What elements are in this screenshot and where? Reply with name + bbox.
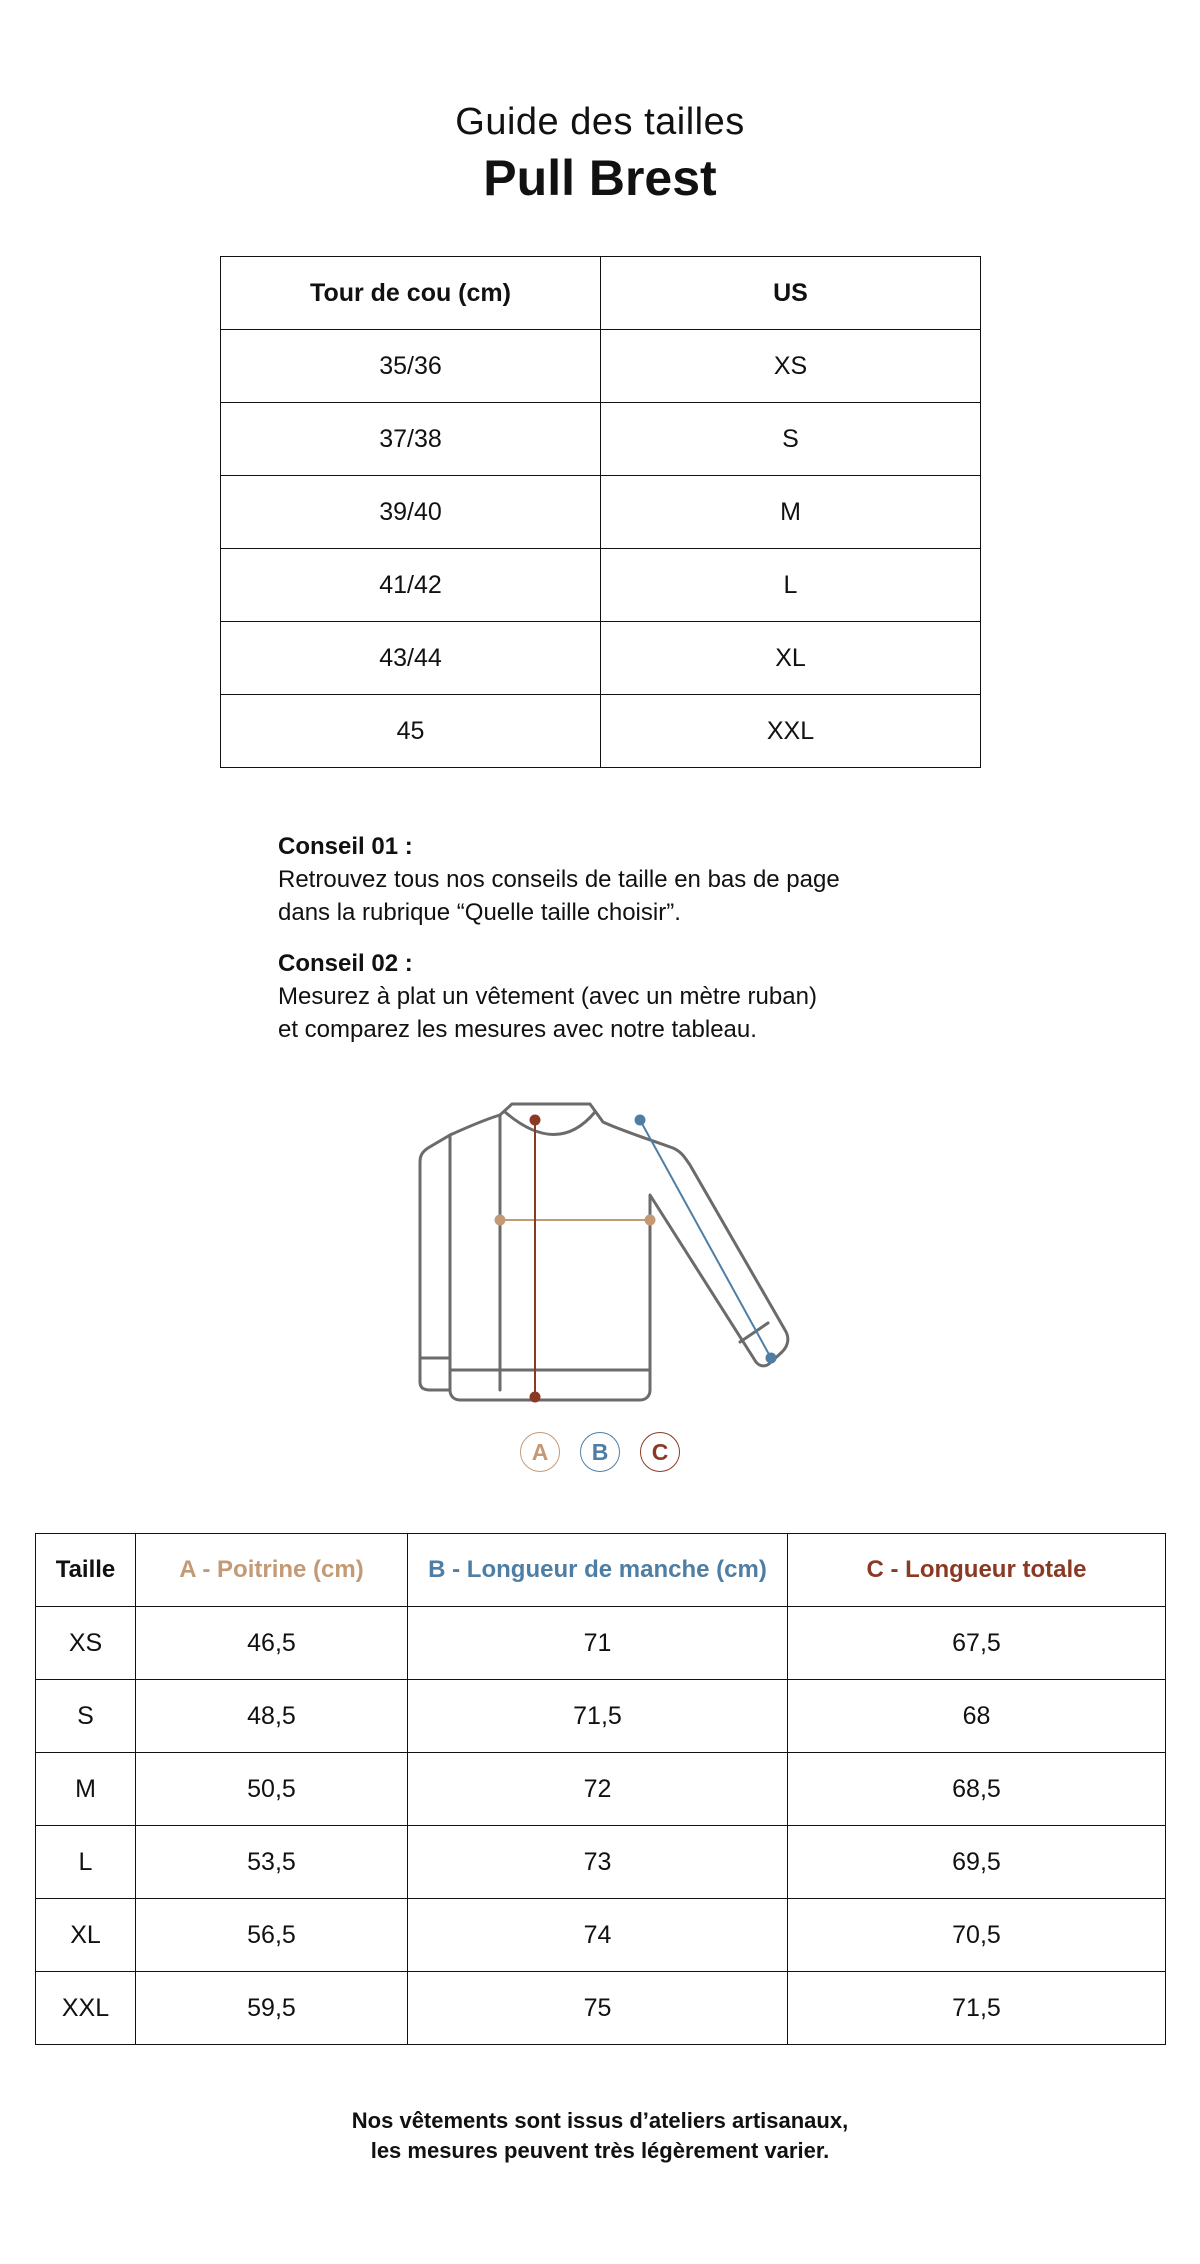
size-cell: M (36, 1753, 136, 1826)
sleeve-cell: 71 (408, 1607, 788, 1680)
advice-text-line: Retrouvez tous nos conseils de taille en bas de page (278, 866, 840, 893)
size-cell: XXL (36, 1972, 136, 2045)
chest-cell: 53,5 (136, 1826, 408, 1899)
header-neck: Tour de cou (cm) (221, 257, 601, 330)
legend-a-badge: A (520, 1432, 560, 1472)
us-cell: XL (601, 622, 981, 695)
title-guide: Guide des tailles (455, 101, 745, 143)
sleeve-cell: 73 (408, 1826, 788, 1899)
advice-text-line: et comparez les mesures avec notre tableau. (278, 1016, 757, 1043)
us-cell: XXL (601, 695, 981, 768)
table-row (36, 1753, 1166, 1826)
chest-cell: 50,5 (136, 1753, 408, 1826)
measure-line-b (640, 1120, 771, 1358)
length-cell: 68 (788, 1680, 1166, 1753)
table-row (221, 403, 981, 476)
measure-point-a (495, 1215, 506, 1226)
chest-cell: 59,5 (136, 1972, 408, 2045)
footer-line: Nos vêtements sont issus d’ateliers artisanaux, (351, 2108, 849, 2133)
measurement-legend (0, 1432, 1200, 1472)
sweater-outline (420, 1104, 788, 1400)
us-cell: L (601, 549, 981, 622)
advice-text-line: dans la rubrique “Quelle taille choisir”. (278, 899, 681, 926)
size-cell: S (36, 1680, 136, 1753)
size-cell: L (36, 1826, 136, 1899)
measure-point-c (530, 1115, 541, 1126)
neck-size-table (220, 256, 981, 768)
chest-cell: 46,5 (136, 1607, 408, 1680)
table-row (36, 1680, 1166, 1753)
sleeve-cell: 74 (408, 1899, 788, 1972)
size-cell: XL (36, 1899, 136, 1972)
measure-point-c (530, 1392, 541, 1403)
title-product: Pull Brest (483, 150, 717, 206)
neck-collar (505, 1112, 595, 1135)
size-cell: XS (36, 1607, 136, 1680)
header-chest: A - Poitrine (cm) (136, 1534, 408, 1607)
neck-cell: 45 (221, 695, 601, 768)
table-row (36, 1607, 1166, 1680)
neck-cell: 41/42 (221, 549, 601, 622)
header-size: Taille (36, 1534, 136, 1607)
sweater-diagram (400, 1090, 800, 1470)
measure-point-b (766, 1353, 777, 1364)
measure-point-a (645, 1215, 656, 1226)
header-sleeve: B - Longueur de manche (cm) (408, 1534, 788, 1607)
length-cell: 69,5 (788, 1826, 1166, 1899)
us-cell: S (601, 403, 981, 476)
footer-line: les mesures peuvent très légèrement varier. (370, 2138, 830, 2163)
neck-cell: 35/36 (221, 330, 601, 403)
legend-c-badge: C (640, 1432, 680, 1472)
footer-note (0, 2106, 1200, 2166)
length-cell: 68,5 (788, 1753, 1166, 1826)
us-cell: XS (601, 330, 981, 403)
page-title (0, 96, 1200, 208)
length-cell: 71,5 (788, 1972, 1166, 2045)
chest-cell: 56,5 (136, 1899, 408, 1972)
measurements-table (35, 1533, 1166, 2045)
sleeve-cell: 72 (408, 1753, 788, 1826)
table-header-row (221, 257, 981, 330)
table-row (36, 1972, 1166, 2045)
measure-point-b (635, 1115, 646, 1126)
advice-text-line: Mesurez à plat un vêtement (avec un mètre ruban) (278, 983, 817, 1010)
table-header-row (36, 1534, 1166, 1607)
advice-section (278, 830, 958, 1064)
advice-02 (278, 947, 958, 1046)
length-cell: 70,5 (788, 1899, 1166, 1972)
sleeve-cell: 71,5 (408, 1680, 788, 1753)
table-row (221, 330, 981, 403)
neck-cell: 39/40 (221, 476, 601, 549)
table-row (221, 695, 981, 768)
advice-title: Conseil 01 : (278, 833, 413, 860)
advice-01 (278, 830, 958, 929)
table-row (221, 549, 981, 622)
sleeve-cell: 75 (408, 1972, 788, 2045)
table-row (221, 476, 981, 549)
table-row (36, 1826, 1166, 1899)
length-cell: 67,5 (788, 1607, 1166, 1680)
advice-title: Conseil 02 : (278, 950, 413, 977)
us-cell: M (601, 476, 981, 549)
table-row (36, 1899, 1166, 1972)
legend-b-badge: B (580, 1432, 620, 1472)
chest-cell: 48,5 (136, 1680, 408, 1753)
table-row (221, 622, 981, 695)
neck-cell: 43/44 (221, 622, 601, 695)
header-us: US (601, 257, 981, 330)
neck-cell: 37/38 (221, 403, 601, 476)
header-length: C - Longueur totale (788, 1534, 1166, 1607)
left-sleeve (420, 1135, 450, 1390)
